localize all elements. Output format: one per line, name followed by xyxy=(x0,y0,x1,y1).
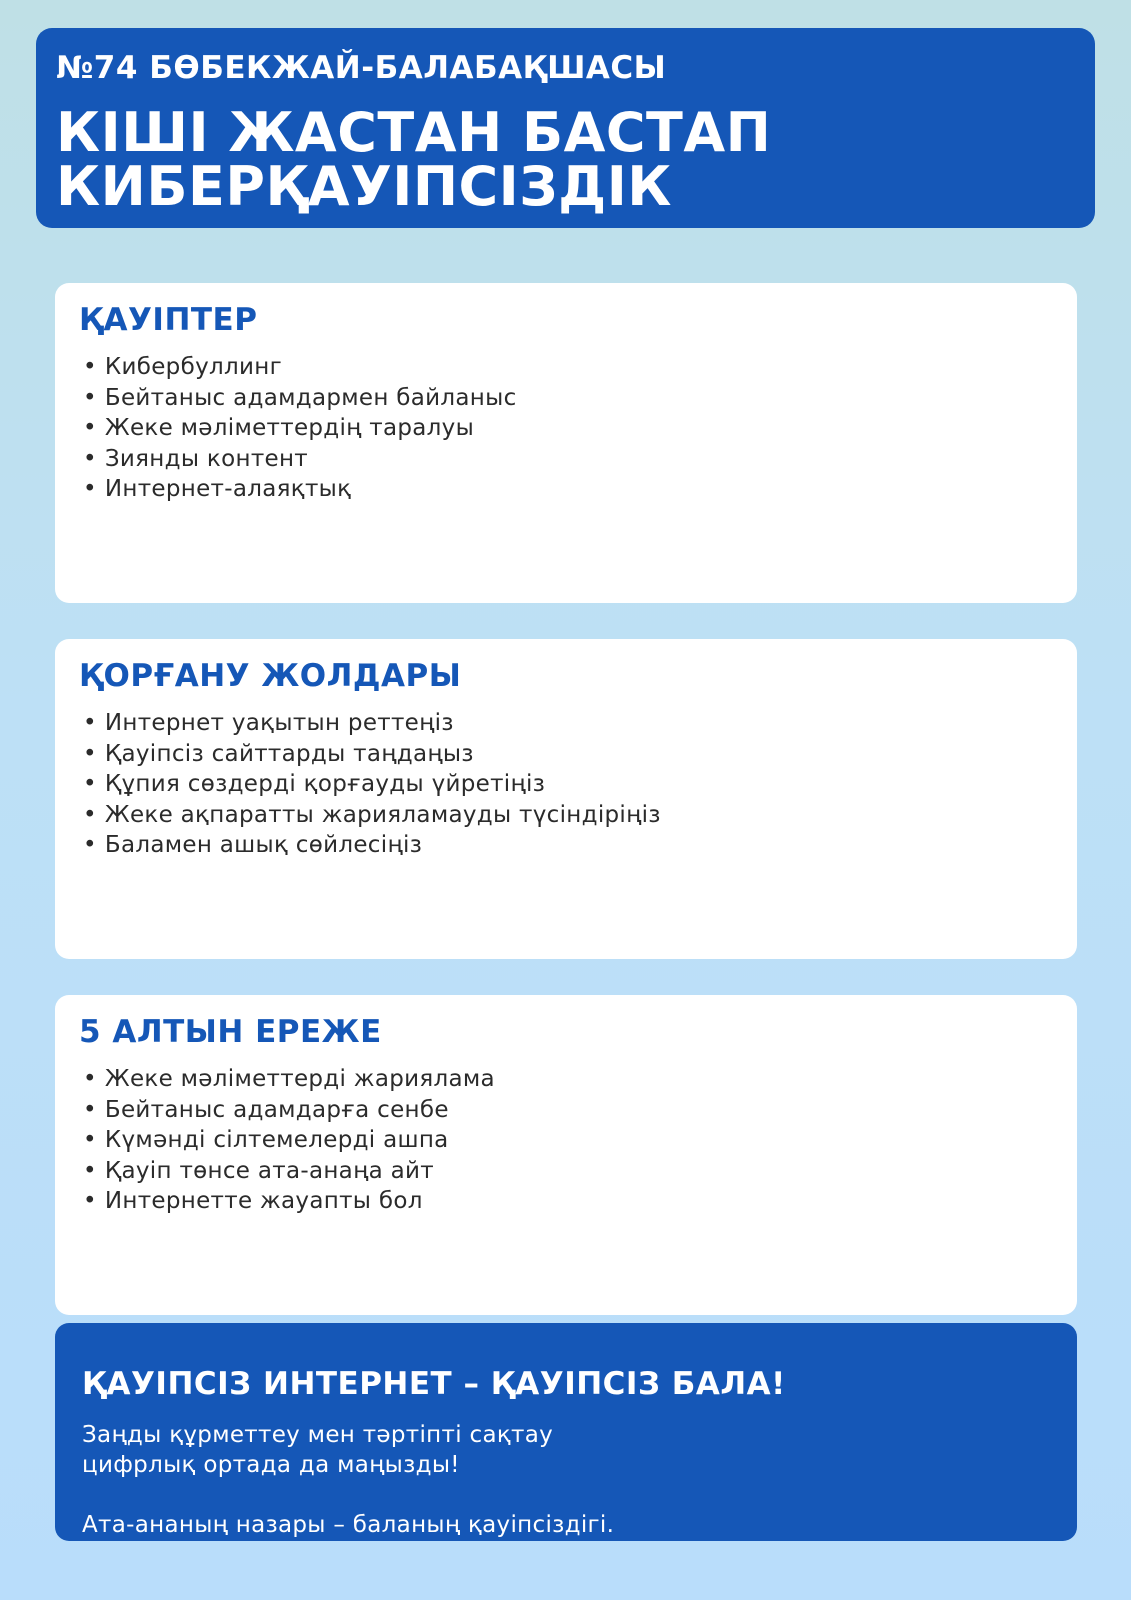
list-item-text: Интернет уақытын реттеңіз xyxy=(104,710,454,736)
page-title-line-2: КИБЕРҚАУІПСІЗДІК xyxy=(56,155,672,218)
list-item xyxy=(83,413,1053,444)
list-item xyxy=(83,800,1053,831)
list-item xyxy=(83,474,1053,505)
list-item-text: Кибербуллинг xyxy=(104,354,282,380)
list-item-text: Баламен ашық сөйлесіңіз xyxy=(104,832,423,859)
organization-name: №74 БӨБЕКЖАЙ-БАЛАБАҚШАСЫ xyxy=(56,50,667,86)
list-item xyxy=(83,1095,1053,1126)
list-item-text: Күмәнді сілтемелерді ашпа xyxy=(104,1127,449,1154)
bullet: • xyxy=(83,384,97,411)
protection-card xyxy=(55,639,1077,959)
golden-rules-list xyxy=(83,1064,1053,1217)
bullet: • xyxy=(83,1096,97,1123)
list-item xyxy=(83,739,1053,770)
risks-heading: ҚАУІПТЕР xyxy=(79,302,258,338)
list-item-text: Қауіпсіз сайттарды таңдаңыз xyxy=(104,740,474,767)
bullet: • xyxy=(83,1066,97,1092)
bullet: • xyxy=(83,710,97,736)
list-item-text: Бейтаныс адамдармен байланыс xyxy=(104,384,517,411)
footer-banner xyxy=(55,1323,1077,1541)
protection-list xyxy=(83,708,1053,861)
bullet: • xyxy=(83,801,97,828)
footer-spacer xyxy=(82,1480,1050,1510)
header-banner xyxy=(36,28,1095,228)
bullet: • xyxy=(83,1157,97,1184)
footer-line-3: Ата-ананың назары – баланың қауіпсіздігі. xyxy=(82,1512,615,1538)
list-item xyxy=(83,352,1053,383)
footer-heading: ҚАУІПСІЗ ИНТЕРНЕТ – ҚАУІПСІЗ БАЛА! xyxy=(82,1366,786,1402)
list-item-text: Зиянды контент xyxy=(104,445,309,472)
list-item-text: Интернетте жауапты бол xyxy=(104,1188,423,1215)
bullet: • xyxy=(83,476,97,503)
bullet: • xyxy=(83,415,97,442)
page-title-line-1: КІШІ ЖАСТАН БАСТАП xyxy=(56,101,772,164)
bullet: • xyxy=(83,445,97,472)
list-item xyxy=(83,830,1053,861)
bullet: • xyxy=(83,832,97,859)
list-item xyxy=(83,444,1053,475)
list-item-text: Жеке ақпаратты жарияламауды түсіндіріңіз xyxy=(104,801,661,828)
protection-heading: ҚОРҒАНУ ЖОЛДАРЫ xyxy=(79,658,462,694)
risks-list xyxy=(83,352,1053,505)
bullet: • xyxy=(83,740,97,767)
footer-text xyxy=(82,1420,1050,1540)
golden-rules-card xyxy=(55,995,1077,1315)
bullet: • xyxy=(83,771,97,798)
list-item xyxy=(83,1064,1053,1095)
list-item xyxy=(83,1186,1053,1217)
list-item-text: Жеке мәліметтердің таралуы xyxy=(104,415,475,442)
bullet: • xyxy=(83,1127,97,1154)
list-item xyxy=(83,383,1053,414)
list-item xyxy=(83,769,1053,800)
list-item xyxy=(83,708,1053,739)
list-item xyxy=(83,1125,1053,1156)
page-title xyxy=(56,101,1075,218)
bullet: • xyxy=(83,1188,97,1215)
bullet: • xyxy=(83,354,97,380)
risks-card xyxy=(55,283,1077,603)
footer-line-1: Заңды құрметтеу мен тәртіпті сақтау xyxy=(82,1422,554,1448)
golden-rules-heading: 5 АЛТЫН ЕРЕЖЕ xyxy=(79,1014,382,1050)
list-item-text: Бейтаныс адамдарға сенбе xyxy=(104,1096,449,1123)
list-item-text: Қауіп төнсе ата-анаңа айт xyxy=(104,1157,434,1184)
footer-line-2: цифрлық ортада да маңызды! xyxy=(82,1452,460,1478)
list-item-text: Құпия сөздерді қорғауды үйретіңіз xyxy=(104,771,546,798)
list-item xyxy=(83,1156,1053,1187)
list-item-text: Интернет-алаяқтық xyxy=(104,476,352,503)
list-item-text: Жеке мәліметтерді жариялама xyxy=(104,1066,495,1092)
